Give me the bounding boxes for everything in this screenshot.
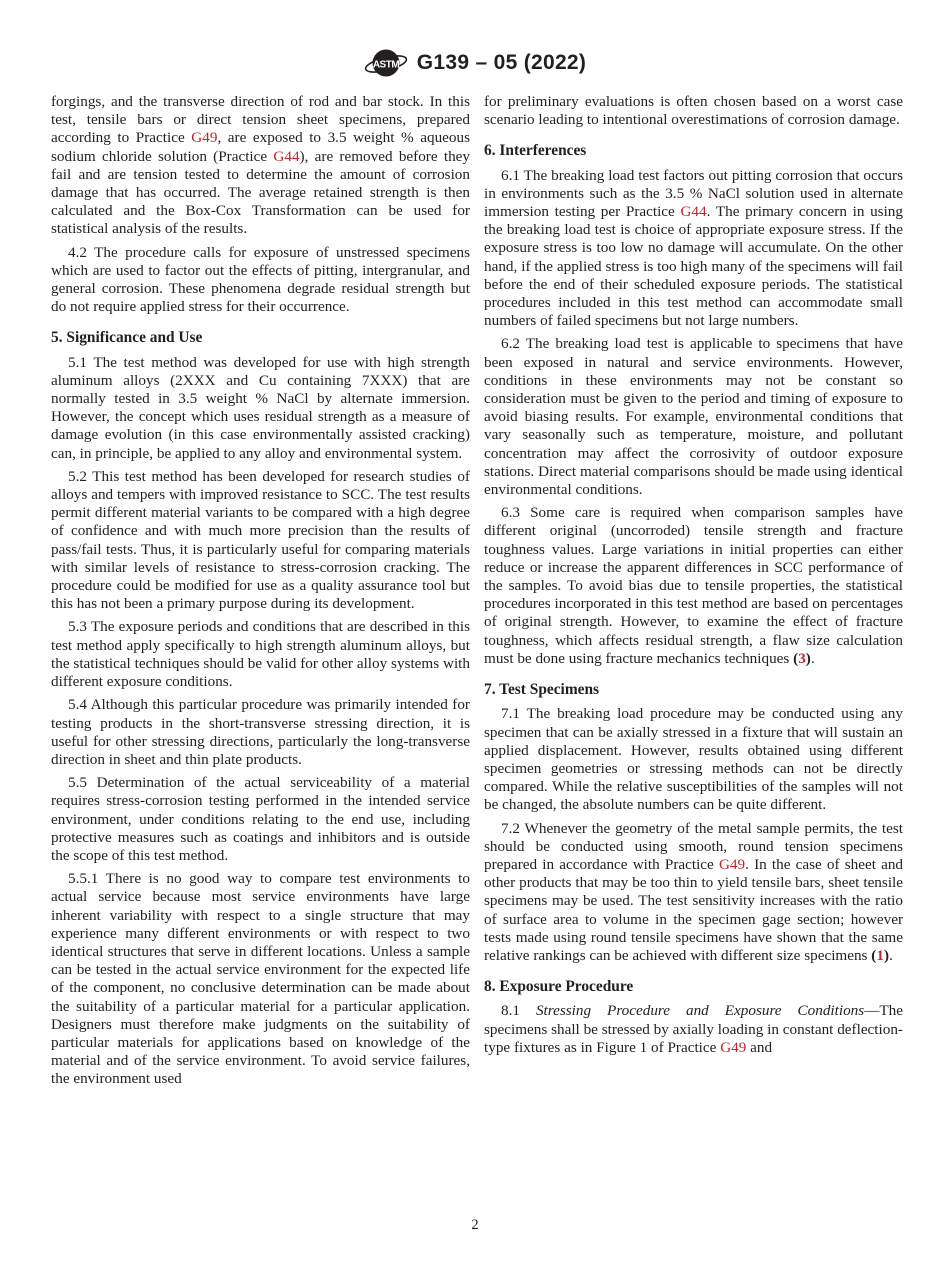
astm-logo-icon — [364, 44, 408, 82]
paragraph — [484, 93, 907, 129]
page-number: 2 — [471, 1217, 479, 1233]
text-run: 5.5.1 There is no good way to compare test environments to actual service because most service environments have large inherent variability with respect to a single structure that may experience many different environments or with respect to two identical structures that serve in different locations. Unless a sample can be tested in the actual service environment for the expected life of the component, no conclusive determination can be made about the suitability of a particular material for a particular application. Designers must therefore make judgments on the suitability of particular materials for applications based on knowledge of the material and of the service environment. To avoid service failures, the environment used — [51, 870, 474, 1088]
text-run: —The specimens shall be stressed by axially loading in constant deflection-type fixtures as in Figure 1 of Practice — [484, 1002, 907, 1056]
text-run: 4.2 The procedure calls for exposure of unstressed specimens which are used to factor out the effects of pitting, intergranular, and general corrosion. These phenomena degrade residual strength but do not require applied stress for their occurrence. — [51, 243, 474, 316]
section-heading: 5. Significance and Use — [51, 329, 203, 347]
paragraph — [51, 870, 474, 1088]
text-run: . — [889, 946, 893, 964]
text-run: . In the case of sheet and other products that may be too thin to yield tensile bars, sheet tensile specimens may be used. The test sensitivity increases with the ratio of surface area to volume in the specimen gage section; however tests made using round tensile specimens have shown that the same relative rankings can be achieved with different size specimens — [484, 855, 907, 964]
text-run: and — [746, 1038, 773, 1056]
text-run: 6.1 The breaking load test factors out pitting corrosion that occurs in environments such as the 3.5 % NaCl solution used in alternate immersion testing per Practice — [484, 166, 907, 221]
two-column-body — [51, 93, 907, 1089]
bold-run: ) — [805, 649, 811, 667]
section-heading: 6. Interferences — [484, 142, 587, 160]
text-run: 8.1 — [501, 1002, 536, 1020]
paragraph — [484, 1002, 907, 1057]
text-run: 7.2 Whenever the geometry of the metal sample permits, the test should be conducted using smooth, round tension specimens prepared in accordance with Practice — [484, 819, 907, 873]
reference-link[interactable]: 3 — [798, 649, 806, 667]
text-run: 5.3 The exposure periods and conditions that are described in this test method apply specifically to high strength aluminum alloys, but the statistical techniques should be valid for other alloy systems with different exposure conditions. — [51, 618, 474, 691]
bold-run: ( — [793, 649, 799, 667]
text-run: forgings, and the transverse direction of rod and bar stock. In this test, tensile bars or direct tension sheet specimens, prepared according to Practice — [51, 93, 474, 147]
text-run: 6.2 The breaking load test is applicable to specimens that have been exposed in natural and service environments. However, conditions in these environments may not be constant so consideration must be given to the period and timing of exposure to avoid biasing results. For example, environmental conditions that vary seasonally such as temperature, moisture, and pollutant concentration may affect the corrosivity of outdoor exposure stations. Direct material comparisons should be made using identical environmental conditions. — [484, 335, 907, 499]
practice-link[interactable]: G49 — [718, 855, 746, 873]
paragraph — [484, 335, 907, 499]
italic-run: Stressing Procedure and Exposure Conditions — [535, 1002, 865, 1020]
paragraph — [51, 774, 474, 865]
practice-link[interactable]: G44 — [680, 203, 707, 221]
paragraph — [484, 819, 907, 966]
text-run: . — [810, 649, 815, 667]
paragraph — [484, 504, 907, 668]
bold-run: ( — [871, 946, 877, 964]
paragraph — [51, 243, 474, 317]
paragraph — [484, 705, 907, 814]
page-footer — [0, 1217, 950, 1234]
right-column — [484, 93, 907, 1089]
bold-run: ) — [883, 946, 889, 964]
text-run: 5.2 This test method has been developed for research studies of alloys and tempers with improved resistance to SCC. The test results permit different material variants to be compared with a high degree of confidence and with much more precision than the results of pass/fail tests. Thus, it is particularly useful for comparing materials with similar levels of resistance to stress-corrosion cracking. The procedure could be modified for use as a quality assurance tool but this has not been a primary purpose during its development. — [51, 467, 474, 613]
section-heading: 8. Exposure Procedure — [484, 978, 634, 996]
text-run: 5.4 Although this particular procedure was primarily intended for testing products in the short-transverse stressing direction, it is useful for other stressing directions, particularly the long-transverse direction in sheet and thin plate products. — [51, 696, 474, 768]
section-heading: 7. Test Specimens — [484, 681, 600, 699]
text-run: . The primary concern in using the breaking load test is choice of appropriate exposure stress. If the exposure stress is too low no damage will accumulate. On the other hand, if the applied stress is too high many of the specimens will fail before the end of their scheduled exposure periods. The statistical procedures included in this test method can accommodate small numbers of failed specimens but not large numbers. — [484, 203, 907, 330]
paragraph — [51, 467, 474, 614]
text-run: for preliminary evaluations is often chosen based on a worst case scenario leading to intentional overestimations of corrosion damage. — [484, 93, 907, 129]
paragraph — [51, 696, 474, 769]
page-header — [0, 44, 950, 82]
text-run: 5.5 Determination of the actual serviceability of a material requires stress-corrosion testing performed in the intended service environment, under conditions relating to the end use, including protective measures such as coatings and inhibitors and is outside the scope of this test method. — [51, 774, 474, 864]
text-run: , are exposed to 3.5 weight % aqueous sodium chloride solution (Practice — [51, 129, 474, 165]
reference-link[interactable]: 1 — [876, 946, 884, 964]
text-run: 6.3 Some care is required when comparison samples have different original (uncorroded) tensile strength and fracture toughness values. Large variations in initial properties can either reduce or increase the apparent differences in SCC performance of the samples. To avoid bias due to tensile properties, the statistical procedures incorporated in this test method are based on percentages of original strength. However, to examine the effect of fracture toughness, which affects residual strength, a flaw size calculation must be done using fracture mechanics techniques — [484, 504, 907, 667]
paragraph — [51, 93, 474, 239]
left-column — [51, 93, 474, 1089]
paragraph — [51, 353, 474, 463]
practice-link[interactable]: G49 — [720, 1038, 747, 1056]
text-run: 7.1 The breaking load procedure may be conducted using any specimen that can be axially stressed in a fixture that will sustain an applied displacement. However, results obtained using different specimen geometries or stressing methods can not be directly compared. While the relative susceptibilities of the samples will not be changed, the absolute numbers can be quite different. — [484, 705, 907, 814]
practice-link[interactable]: G44 — [273, 147, 300, 165]
paragraph — [484, 166, 907, 331]
standard-designation: G139 – 05 (2022) — [416, 51, 587, 74]
paragraph — [51, 618, 474, 691]
practice-link[interactable]: G49 — [191, 129, 218, 147]
text-run: ), are removed before they fail and are tension tested to determine the amount of corrosion damage that has occurred. The average retained strength is then calculated and the Box-Cox Transformation can be used for statistical analysis of the results. — [51, 147, 474, 238]
astm-logo-text: ASTM — [372, 59, 399, 71]
text-run: 5.1 The test method was developed for use with high strength aluminum alloys (2XXX and Cu containing 7XXX) that are normally tested in 3.5 weight % NaCl by alternate immersion. However, the concept which uses residual strength as a measure of damage evolution (in this case environmentally assisted cracking) can, in principle, be applied to any alloy and environmental system. — [51, 353, 474, 462]
